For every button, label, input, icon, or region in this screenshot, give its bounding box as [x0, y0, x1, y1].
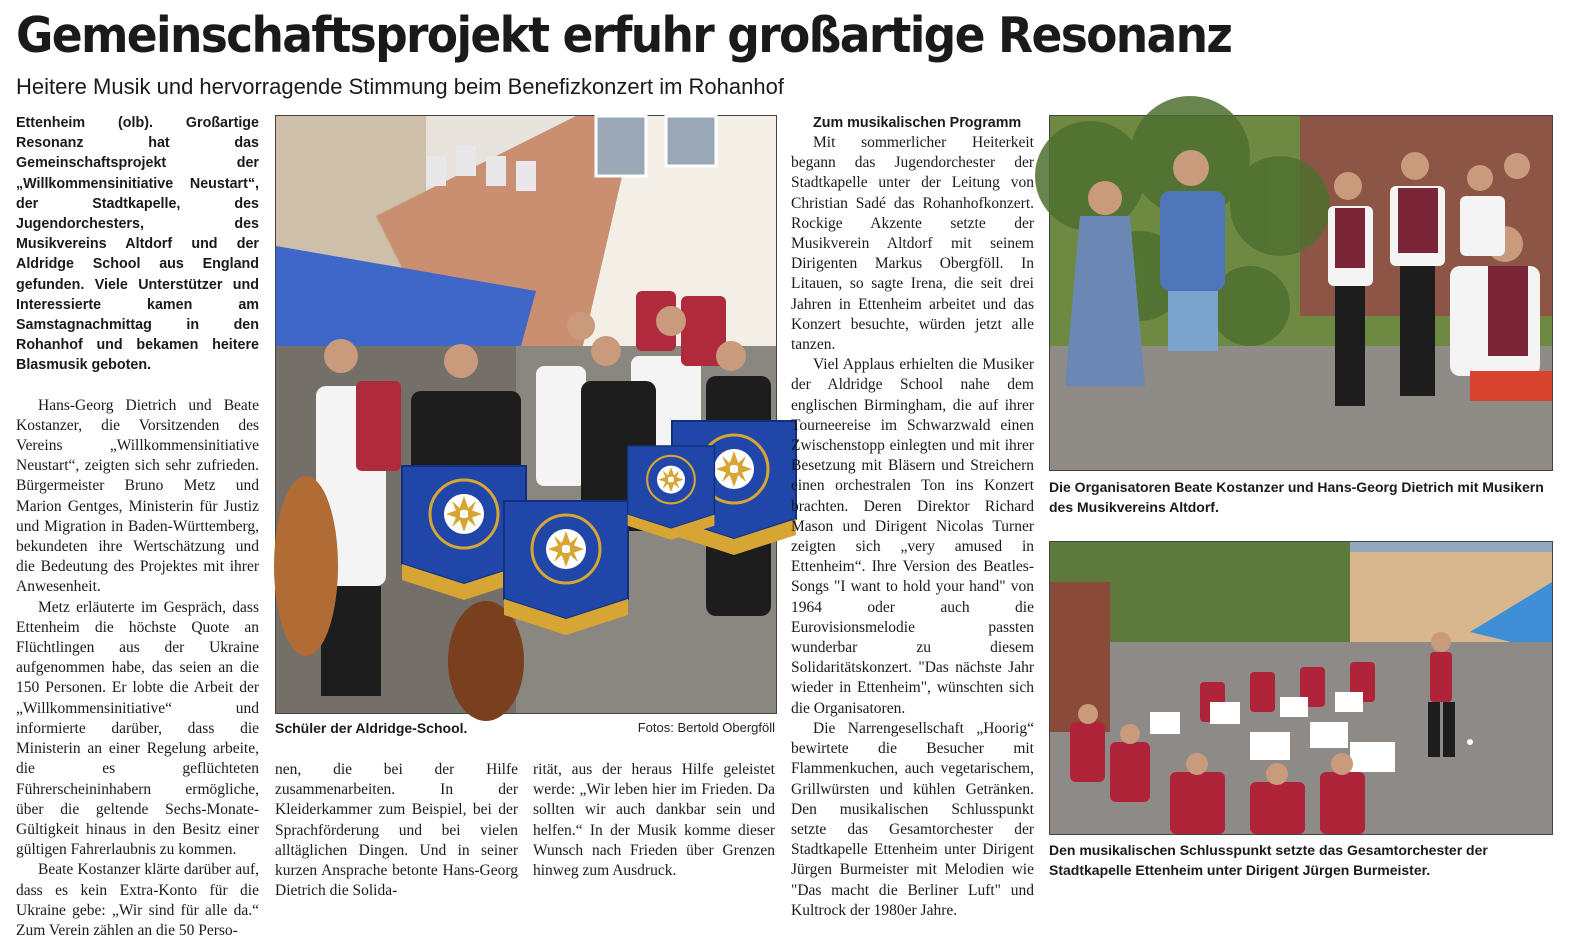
- caption-main-photo: Schüler der Aldridge-School.: [275, 720, 468, 736]
- lead-paragraph: Ettenheim (olb). Großartige Resonanz hat das Gemeinschaftsprojekt der „Willkommensinitiative Neustart“, der Stadtkapelle, des Jugendorchesters, des Musikvereins Altdorf und der Aldridge School aus England gefunden. Viele Unterstützer und Interessierte kamen am Samstagnachmittag in den Rohanhof und bekamen heitere Blasmusik geboten.: [16, 115, 259, 374]
- body-paragraph: Die Narrengesellschaft „Hoorig“ bewirtete die Besucher mit Flammenkuchen, auch vegetarischem, Grillwürsten und kühlen Getränken. Den musikalischen Schlusspunkt setzte das Gesamtorchester der Stadtkapelle Ettenheim unter Dirigent Jürgen Burmeister mit Melodien wie "Das macht die Berliner Luft" und Kultrock der 1980er Jahre.: [791, 719, 1034, 919]
- orchestra-concert-image: [1050, 542, 1552, 834]
- headline: Gemeinschaftsprojekt erfuhr großartige Resonanz: [16, 7, 1232, 64]
- article-column-4: [791, 113, 1034, 919]
- body-paragraph: rität, aus der heraus Hilfe geleistet werde: „Wir leben hier im Frieden. Da sollten wir auch dankbar sein und helfen.“ In der Musik komme dieser Wunsch nach Frieden über Grenzen hinweg zum Ausdruck.: [533, 761, 775, 880]
- body-paragraph: Viel Applaus erhielten die Musiker der Aldridge School nahe dem englischen Birmingham, die auf ihrer Tourneereise im Schwarzwald einen Zwischenstopp einlegten und mit ihrer Besetzung mit Bläsern und Streichern einen orchestralen Ton ins Konzert brachten. Deren Direktor Richard Mason und Dirigent Nicolas Turner zeigten sich „very amused in Ettenheim“. Ihre Version des Beatles-Songs "I want to hold your hand" von 1964 oder auch die Eurovisionsmelodie passten wunderbar zu diesem Solidaritätskonzert. "Das nächste Jahr wieder in Ettenheim", wünschten sich die Organisatoren.: [791, 356, 1034, 717]
- organizers-with-musicians-image: [1050, 116, 1552, 470]
- caption-orchestra: Den musikalischen Schlusspunkt setzte das Gesamtorchester der Stadtkapelle Ettenheim unter Dirigent Jürgen Burmeister.: [1049, 842, 1488, 878]
- caption-organizers: Die Organisatoren Beate Kostanzer und Hans-Georg Dietrich mit Musikern des Musikvereins Altdorf.: [1049, 479, 1544, 515]
- body-paragraph: Hans-Georg Dietrich und Beate Kostanzer, die Vorsitzenden des Vereins „Willkommensinitiative Neustart“, zeigten sich sehr zufrieden. Bürgermeister Bruno Metz und Marion Gentges, Ministerin für Justiz und Migration in Baden-Württemberg, bekundeten ihre Wertschätzung und die Bedeutung des Projektes mit ihrer Anwesenheit.: [16, 396, 259, 596]
- photo-credit: Fotos: Bertold Obergföll: [637, 720, 775, 735]
- subheadline: Heitere Musik und hervorragende Stimmung beim Benefizkonzert im Rohanhof: [16, 74, 784, 99]
- photo-organizers: [1049, 115, 1553, 471]
- body-paragraph: Beate Kostanzer klärte darüber auf, dass es kein Extra-Konto für die Ukraine gebe: „Wir sind für alle da.“ Zum Verein zählen an die 50 Perso-: [16, 861, 259, 939]
- students-with-banners-image: [276, 116, 776, 713]
- photo-full-orchestra: [1049, 541, 1553, 835]
- section-heading: Zum musikalischen Programm: [813, 115, 1022, 131]
- photo-aldridge-students: [275, 115, 777, 714]
- article-column-1: [16, 113, 259, 939]
- article-column-3: [533, 760, 775, 884]
- body-paragraph: Metz erläuterte im Gespräch, dass Ettenheim die höchste Quote an Flüchtlingen aus der Ukraine aufgenommen habe, das seien an die 150 Personen. Er lobte die Arbeit der „Willkommensinitiative“ und informierte darüber, dass die Ministerin an einer Regelung arbeite, die es geflüchteten Führerscheininhabern ermögliche, über die geltende Sechs-Monate-Gültigkeit hinaus in den Besitz einer gültigen Fahrerlaubnis zu kommen.: [16, 598, 259, 859]
- body-paragraph: Mit sommerlicher Heiterkeit begann das Jugendorchester der Stadtkapelle unter der Leitung von Christian Sadé das Rohanhofkonzert. Rockige Akzente setzte der Musikverein Altdorf mit seinem Dirigenten Markus Obergföll. In Litauen, so sagte Irena, die seit drei Jahren in Ettenheim arbeitet und das Konzert besuchte, würden jetzt alle tanzen.: [791, 134, 1034, 354]
- article-column-2: [275, 760, 518, 900]
- body-paragraph: nen, die bei der Hilfe zusammenarbeiten. In der Kleiderkammer zum Beispiel, bei der Sprachförderung und bei vielen alltäglichen Dingen. Und in seiner kurzen Ansprache betonte Hans-Georg Dietrich die Solida-: [275, 761, 518, 900]
